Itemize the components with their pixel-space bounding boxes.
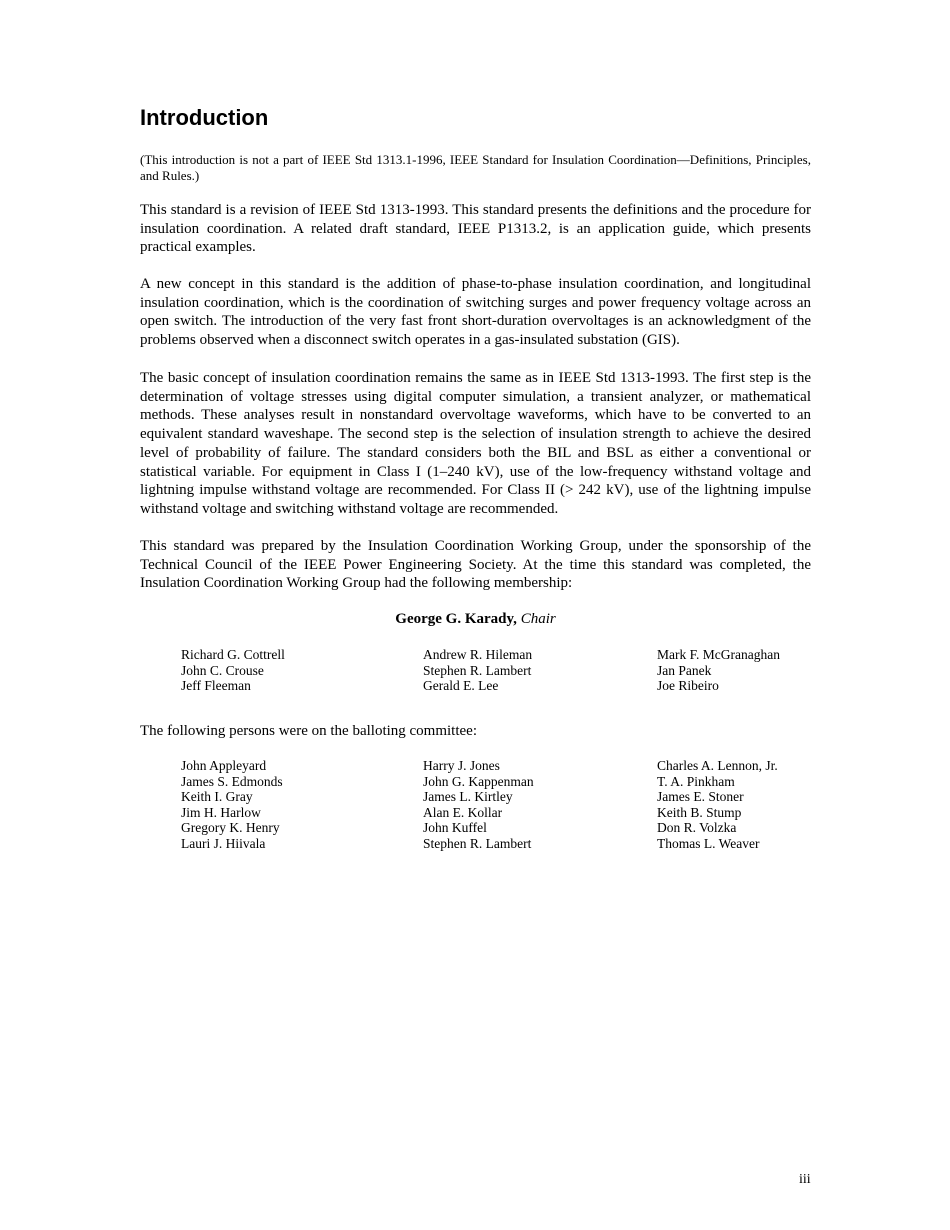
- document-page: [140, 0, 811, 1230]
- balloting-column-3: [657, 758, 811, 852]
- member-name: Gerald E. Lee: [423, 678, 499, 694]
- member-name: John C. Crouse: [181, 662, 264, 678]
- chair-role: Chair: [520, 611, 556, 627]
- ballot-member-name: T. A. Pinkham: [657, 773, 735, 789]
- ballot-member-name: Thomas L. Weaver: [657, 835, 760, 851]
- ballot-member-name: James S. Edmonds: [181, 773, 283, 789]
- balloting-intro: The following persons were on the balloting committee:: [140, 723, 478, 739]
- ballot-member-name: Don R. Volzka: [657, 820, 737, 836]
- introduction-note: (This introduction is not a part of IEEE Std 1313.1-1996, IEEE Standard for Insulation Coordination—Definitions, Principles, and Rules.): [140, 152, 811, 183]
- ballot-member-name: Gregory K. Henry: [181, 820, 280, 836]
- ballot-member-name: Stephen R. Lambert: [423, 835, 532, 851]
- chair-name: George G. Karady,: [395, 611, 517, 627]
- ballot-member-name: Alan E. Kollar: [423, 804, 503, 820]
- ballot-member-name: James L. Kirtley: [423, 789, 513, 805]
- ballot-member-name: Keith I. Gray: [181, 789, 253, 805]
- page-number: iii: [799, 1172, 811, 1187]
- member-name: Stephen R. Lambert: [423, 662, 532, 678]
- paragraph-working-group: This standard was prepared by the Insulation Coordination Working Group, under the sponsorship of the Technical Council of the IEEE Power Engineering Society. At the time this standard was completed, the Insulation Coordination Working Group had the following membership:: [140, 538, 811, 592]
- ballot-member-name: John Appleyard: [181, 758, 267, 773]
- ballot-member-name: Harry J. Jones: [423, 758, 500, 773]
- chair-line: [140, 611, 811, 628]
- page-title: Introduction: [140, 105, 269, 130]
- ballot-member-name: Keith B. Stump: [657, 804, 742, 820]
- balloting-column-1: [181, 758, 423, 852]
- working-group-column-2: [423, 647, 657, 694]
- working-group-column-3: [657, 647, 811, 694]
- member-name: Jeff Fleeman: [181, 678, 251, 694]
- member-name: Andrew R. Hileman: [423, 647, 533, 662]
- ballot-member-name: Lauri J. Hiivala: [181, 835, 266, 851]
- balloting-column-2: [423, 758, 657, 852]
- paragraph-basic-concept: The basic concept of insulation coordination remains the same as in IEEE Std 1313-1993. The first step is the determination of voltage stresses using digital computer simulation, a transient analyzer, or mathematical methods. These analyses result in nonstandard overvoltage waveforms, which have to be converted to an equivalent standard waveshape. The second step is the selection of insulation strength to achieve the desired level of probability of failure. The standard considers both the BIL and BSL as either a conventional or statistical variable. For equipment in Class I (1–240 kV), use of the low-frequency withstand voltage and lightning impulse withstand voltage are recommended. For Class II (> 242 kV), use of the lightning impulse withstand voltage and switching withstand voltage are recommended.: [140, 370, 811, 517]
- member-name: Jan Panek: [657, 662, 712, 678]
- ballot-member-name: James E. Stoner: [657, 789, 744, 805]
- ballot-member-name: Jim H. Harlow: [181, 804, 261, 820]
- ballot-member-name: John G. Kappenman: [423, 773, 534, 789]
- working-group-members: [181, 647, 811, 694]
- working-group-column-1: [181, 647, 423, 694]
- member-name: Mark F. McGranaghan: [657, 647, 781, 662]
- ballot-member-name: Charles A. Lennon, Jr.: [657, 758, 778, 773]
- ballot-member-name: John Kuffel: [423, 820, 487, 836]
- balloting-committee: [181, 758, 811, 852]
- member-name: Richard G. Cottrell: [181, 647, 285, 662]
- paragraph-new-concept: A new concept in this standard is the addition of phase-to-phase insulation coordination, and longitudinal insulation coordination, which is the coordination of switching surges and power frequency voltage across an open switch. The introduction of the very fast front short-duration overvoltages is an acknowledgment of the problems observed when a disconnect switch operates in a gas-insulated substation (GIS).: [140, 276, 811, 349]
- paragraph-revision: This standard is a revision of IEEE Std 1313-1993. This standard presents the definitions and the procedure for insulation coordination. A related draft standard, IEEE P1313.2, is an application guide, which presents practical examples.: [140, 202, 811, 256]
- member-name: Joe Ribeiro: [657, 678, 719, 694]
